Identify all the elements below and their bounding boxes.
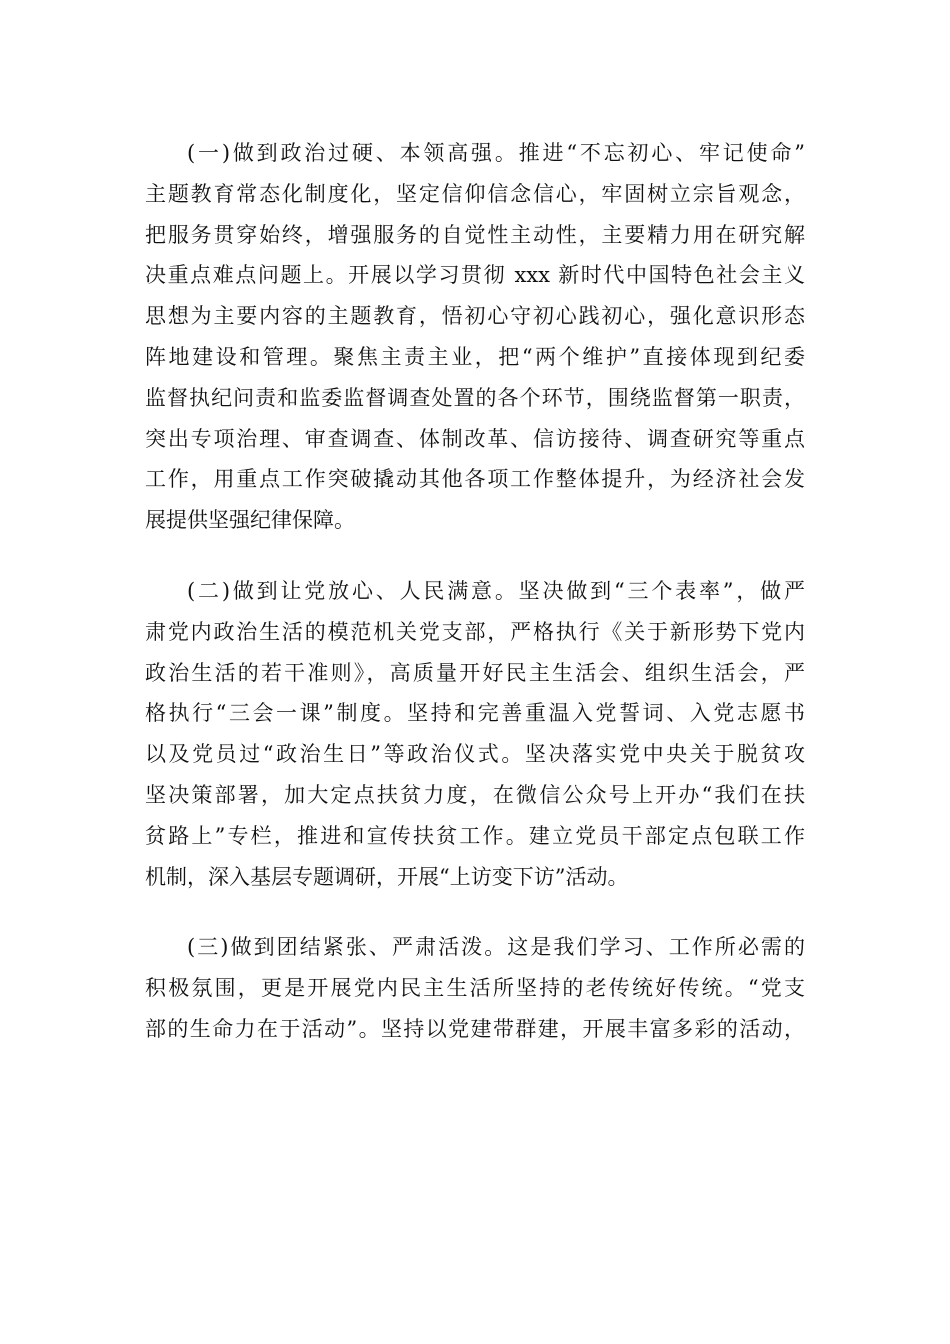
paragraph-line: 机制，深入基层专题调研，开展“上访变下访”活动。	[145, 864, 629, 889]
paragraph-line: 肃党内政治生活的模范机关党支部，严格执行《关于新形势下党内	[145, 619, 805, 644]
paragraph-line: 展提供坚强纪律保障。	[145, 508, 355, 533]
paragraph-3	[145, 927, 805, 1049]
document-body	[145, 133, 805, 1050]
paragraph-line: 格执行“三会一课”制度。坚持和完善重温入党誓词、入党志愿书	[145, 701, 805, 726]
paragraph-line: 政治生活的若干准则》，高质量开好民主生活会、组织生活会，严	[145, 660, 805, 685]
paragraph-line: 阵地建设和管理。聚焦主责主业，把“两个维护”直接体现到纪委	[145, 344, 805, 369]
paragraph-line: 贫路上”专栏，推进和宣传扶贫工作。建立党员干部定点包联工作	[145, 823, 805, 848]
paragraph-line: 思想为主要内容的主题教育，悟初心守初心践初心，强化意识形态	[145, 304, 805, 329]
paragraph-line: 把服务贯穿始终，增强服务的自觉性主动性，主要精力用在研究解	[145, 222, 805, 247]
paragraph-line: (三)做到团结紧张、严肃活泼。这是我们学习、工作所必需的	[187, 935, 805, 960]
paragraph-line: 工作，用重点工作突破撬动其他各项工作整体提升，为经济社会发	[145, 467, 805, 492]
paragraph-2	[145, 571, 805, 897]
paragraph-line: 主题教育常态化制度化，坚定信仰信念信心，牢固树立宗旨观念，	[145, 181, 805, 206]
paragraph-line: 突出专项治理、审查调查、体制改革、信访接待、调查研究等重点	[145, 426, 805, 451]
paragraph-line: 监督执纪问责和监委监督调查处置的各个环节，围绕监督第一职责，	[145, 385, 805, 410]
paragraph-line: 坚决策部署，加大定点扶贫力度，在微信公众号上开办“我们在扶	[145, 782, 805, 807]
paragraph-line: (一)做到政治过硬、本领高强。推进“不忘初心、牢记使命”	[187, 141, 805, 165]
paragraph-spacer	[145, 541, 805, 571]
paragraph-line: (二)做到让党放心、人民满意。坚决做到“三个表率”，做严	[187, 578, 805, 603]
paragraph-spacer	[145, 897, 805, 927]
paragraph-line: 决重点难点问题上。开展以学习贯彻 xxx 新时代中国特色社会主义	[145, 263, 805, 288]
paragraph-line: 积极氛围，更是开展党内民主生活所坚持的老传统好传统。“党支	[145, 976, 805, 1001]
paragraph-line: 部的生命力在于活动”。坚持以党建带群建，开展丰富多彩的活动，	[145, 1016, 805, 1041]
paragraph-line: 以及党员过“政治生日”等政治仪式。坚决落实党中央关于脱贫攻	[145, 742, 805, 767]
paragraph-1	[145, 133, 805, 541]
